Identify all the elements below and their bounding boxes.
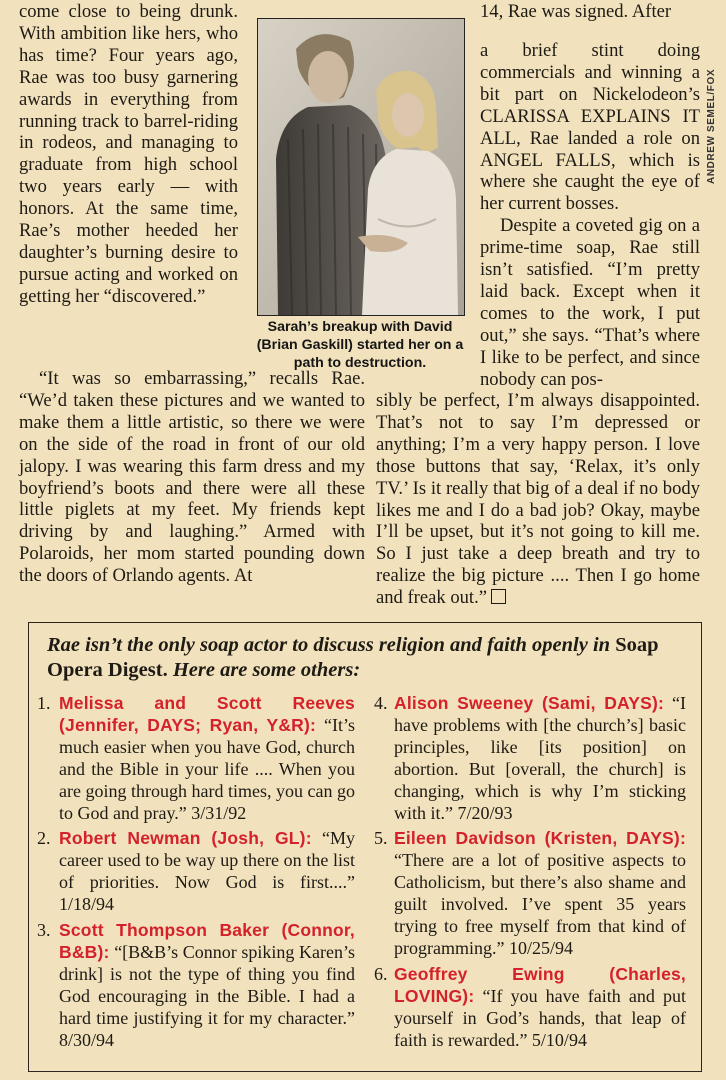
article-paragraph: come close to being drunk. With ambition like hers, who has time? Four years ago, Rae was too busy garnering awards in everything from running track to barrel-riding in rodeos, and managing to graduate from high school two years early — with honors. At the same time, Rae’s mother heeded her daughter’s burning desire to pursue acting and worked on getting her “discovered.”	[19, 1, 238, 307]
list-item-name: Geoffrey Ewing (Charles, LOVING):	[394, 963, 686, 1006]
article-left-continuation	[19, 368, 365, 587]
photo-credit: ANDREW SEMEL/FOX	[706, 68, 717, 184]
article-right-top-line: 14, Rae was signed. After	[480, 1, 672, 22]
sidebar-intro	[47, 633, 687, 683]
list-item-number: 4.	[374, 693, 388, 713]
article-paragraph	[376, 390, 700, 609]
list-item-number: 1.	[37, 693, 51, 713]
list-item-quote: “[B&B’s Connor spiking Karen’s drink] is not the type of thing you find God encouraging in the Bible. I had a hard time justifying it for my character.” 8/30/94	[59, 941, 355, 1050]
list-item-name: Scott Thompson Baker (Connor, B&B):	[59, 920, 355, 962]
list-item	[374, 964, 686, 1052]
article-closing-text: sibly be perfect, I’m always disappointed. That’s not to say I’m depressed or anything; I’m a very happy person. I love those buttons that say, ‘Relax, it’s only TV.’ Is it really that big of a deal if no body likes me and I do a bad job? Okay, maybe I’ll be upset, but it’s not going to kill me. So I just take a deep breath and try to realize the big picture .... Then I go home and freak out.”	[376, 390, 700, 609]
list-item-number: 3.	[37, 920, 51, 941]
article-right-column	[480, 40, 700, 391]
list-item-name: Melissa and Scott Reeves (Jennifer, DAYS; Ryan, Y&R):	[59, 693, 355, 735]
list-item-number: 2.	[37, 828, 51, 849]
sidebar-left-column	[37, 693, 355, 1056]
article-right-continuation	[376, 390, 700, 609]
end-of-article-box-icon	[491, 589, 506, 604]
article-paragraph: a brief stint doing commercials and winning a bit part on Nickelodeon’s CLARISSA EXPLAINS IT ALL, Rae landed a role on ANGEL FALLS, which is where she caught the eye of her current bosses.	[480, 40, 700, 215]
list-item-quote: “It’s much easier when you have God, church and the Bible in your life .... When you are going through hard times, you can go to God and pray.” 3/31/92	[59, 714, 355, 823]
list-item	[37, 828, 355, 916]
list-item-name: Eileen Davidson (Kristen, DAYS):	[394, 828, 686, 849]
sidebar-intro-text-end: Here are some others:	[172, 659, 361, 681]
couple-photo-image	[258, 19, 464, 315]
list-item-number: 6.	[374, 963, 388, 984]
sidebar-right-column	[374, 693, 686, 1056]
list-item	[374, 828, 686, 959]
photo-caption: Sarah’s breakup with David (Brian Gaskill) started her on a path to destruction.	[256, 319, 464, 371]
article-left-column	[19, 1, 238, 308]
list-item-quote: “My career used to be way up there on the list of priorities. Now God is first....” 1/18/94	[59, 828, 355, 915]
list-item	[37, 693, 355, 824]
list-item-number: 5.	[374, 828, 388, 849]
list-item-name: Alison Sweeney (Sami, DAYS):	[394, 693, 665, 713]
sidebar-intro-text: Rae isn’t the only soap actor to discuss religion and faith openly in	[47, 634, 611, 656]
sidebar-publication-name: Soap Opera Digest.	[47, 634, 659, 681]
list-item	[37, 920, 355, 1051]
list-item	[374, 693, 686, 824]
article-photo	[257, 18, 465, 316]
list-item-name: Robert Newman (Josh, GL):	[59, 828, 312, 849]
article-paragraph: Despite a coveted gig on a prime-time soap, Rae still isn’t satisfied. “I’m pretty laid back. Except when it comes to the work, I put out,” she says. “That’s where I like to be perfect, and since nobody can pos-	[480, 215, 700, 390]
list-item-quote: “If you have faith and put yourself in God’s hands, that leap of faith is rewarded.” 5/10/94	[394, 985, 686, 1050]
sidebar-box	[28, 622, 702, 1072]
list-item-quote: “I have problems with [the church’s] basic principles, like [its position] on abortion. But [overall, the church] is changing, which is why I’m sticking with it.” 7/20/93	[394, 693, 686, 823]
article-paragraph: “It was so embarrassing,” recalls Rae. “We’d taken these pictures and we wanted to make them a little artistic, so there we were on the side of the road in front of our old jalopy. I was wearing this farm dress and my boyfriend’s boots and there were all these little piglets at my feet. My friends kept driving by and laughing.” Armed with Polaroids, her mom started pounding down the doors of Orlando agents. At	[19, 368, 365, 587]
list-item-quote: “There are a lot of positive aspects to Catholicism, but there’s also shame and guilt involved. I’ve spent 35 years trying to free myself from that kind of programming.” 10/25/94	[394, 850, 686, 958]
